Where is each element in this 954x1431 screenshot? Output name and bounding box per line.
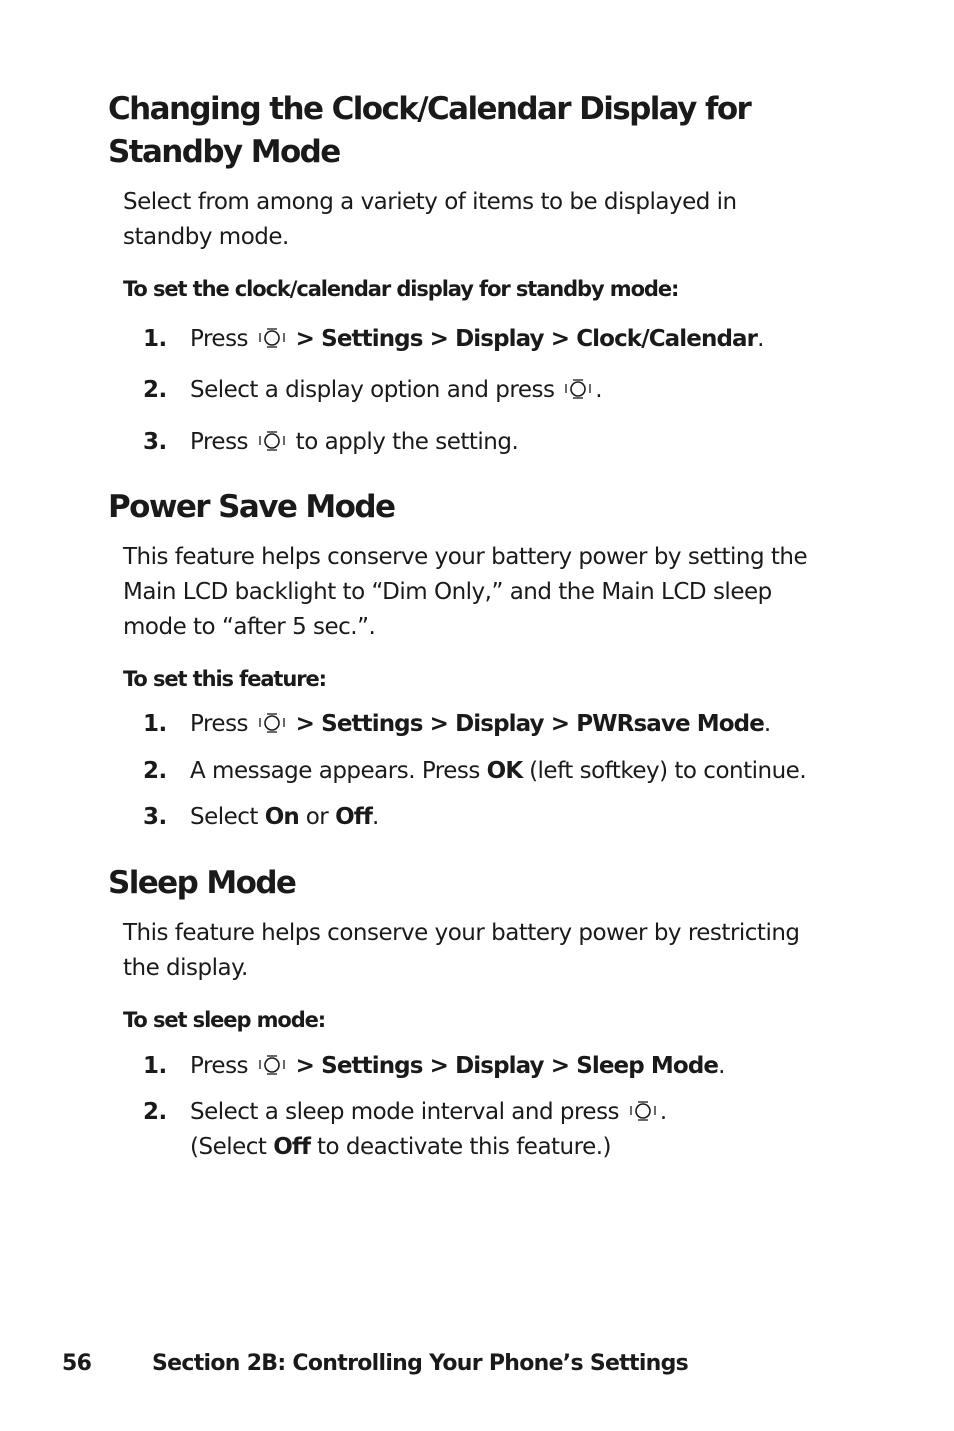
text-line: This feature helps conserve your battery power by restricting <box>123 920 800 946</box>
step-text <box>190 1049 725 1084</box>
step-text <box>190 322 764 357</box>
step-text <box>190 800 379 835</box>
step-text <box>190 373 602 408</box>
step-text-part: Select <box>190 804 258 830</box>
page-number: 56 <box>62 1351 92 1376</box>
instruction-lead: To set sleep mode: <box>123 1008 326 1032</box>
step-text-part: . <box>718 1053 725 1079</box>
step-text-part: to apply the setting. <box>295 429 519 455</box>
menu-ok-key-icon <box>257 1054 287 1076</box>
step-text-part: (left softkey) to continue. <box>529 758 807 784</box>
step-text <box>190 754 806 789</box>
step-text-part: . <box>371 804 379 830</box>
menu-ok-key-icon <box>563 378 593 400</box>
intro-paragraph <box>123 916 863 986</box>
step-number: 3. <box>143 429 167 455</box>
step-number: 3. <box>143 804 167 830</box>
step-text <box>190 1095 667 1165</box>
instruction-lead: To set this feature: <box>123 667 326 691</box>
step-text-part: Select a display option and press <box>190 377 555 403</box>
step-text-part: Press <box>190 326 249 352</box>
menu-path: > Settings > Display > Clock/Calendar <box>295 326 758 352</box>
step-text-part: Press <box>190 429 249 455</box>
option-label: On <box>264 804 299 830</box>
step-number: 1. <box>143 1053 167 1079</box>
section-title-power-save: Power Save Mode <box>108 489 395 525</box>
step-text-part: A message appears. Press <box>190 758 480 784</box>
step-number: 2. <box>143 758 167 784</box>
section-title-sleep-mode: Sleep Mode <box>108 865 296 901</box>
menu-path: > Settings > Display > Sleep Mode <box>295 1053 719 1079</box>
section-title-clock-calendar <box>108 88 828 174</box>
menu-ok-key-icon <box>257 712 287 734</box>
step-text-part: . <box>659 1099 667 1125</box>
text-line: standby mode. <box>123 224 289 250</box>
step-text-part: Press <box>190 1053 249 1079</box>
step-text-part: . <box>757 326 764 352</box>
step-text-part: . <box>595 377 603 403</box>
title-line: Standby Mode <box>108 134 340 170</box>
step-text-part: (Select <box>190 1134 267 1160</box>
menu-path: > Settings > Display > PWRsave Mode <box>295 711 764 737</box>
option-label: Off <box>273 1134 311 1160</box>
text-line: Main LCD backlight to “Dim Only,” and the Main LCD sleep <box>123 579 772 605</box>
text-line: This feature helps conserve your battery power by setting the <box>123 544 808 570</box>
menu-ok-key-icon <box>257 327 287 349</box>
step-text-part: or <box>305 804 329 830</box>
step-text-part: Select a sleep mode interval and press <box>190 1099 620 1125</box>
step-text-part: Press <box>190 711 249 737</box>
text-line: mode to “after 5 sec.”. <box>123 614 376 640</box>
step-number: 2. <box>143 1099 167 1125</box>
menu-ok-key-icon <box>628 1100 658 1122</box>
instruction-lead: To set the clock/calendar display for standby mode: <box>123 277 679 301</box>
step-number: 1. <box>143 326 167 352</box>
title-line: Changing the Clock/Calendar Display for <box>108 91 751 127</box>
intro-paragraph <box>123 185 863 255</box>
softkey-label: OK <box>486 758 523 784</box>
step-text-part: . <box>763 711 771 737</box>
step-number: 1. <box>143 711 167 737</box>
option-label: Off <box>335 804 372 830</box>
menu-ok-key-icon <box>257 430 287 452</box>
step-text <box>190 707 771 742</box>
text-line: Select from among a variety of items to be displayed in <box>123 189 737 215</box>
step-text-part: to deactivate this feature.) <box>316 1134 612 1160</box>
intro-paragraph <box>123 540 863 645</box>
step-text <box>190 425 518 460</box>
text-line: the display. <box>123 955 248 981</box>
step-number: 2. <box>143 377 167 403</box>
section-footer-label: Section 2B: Controlling Your Phone’s Settings <box>152 1351 689 1376</box>
